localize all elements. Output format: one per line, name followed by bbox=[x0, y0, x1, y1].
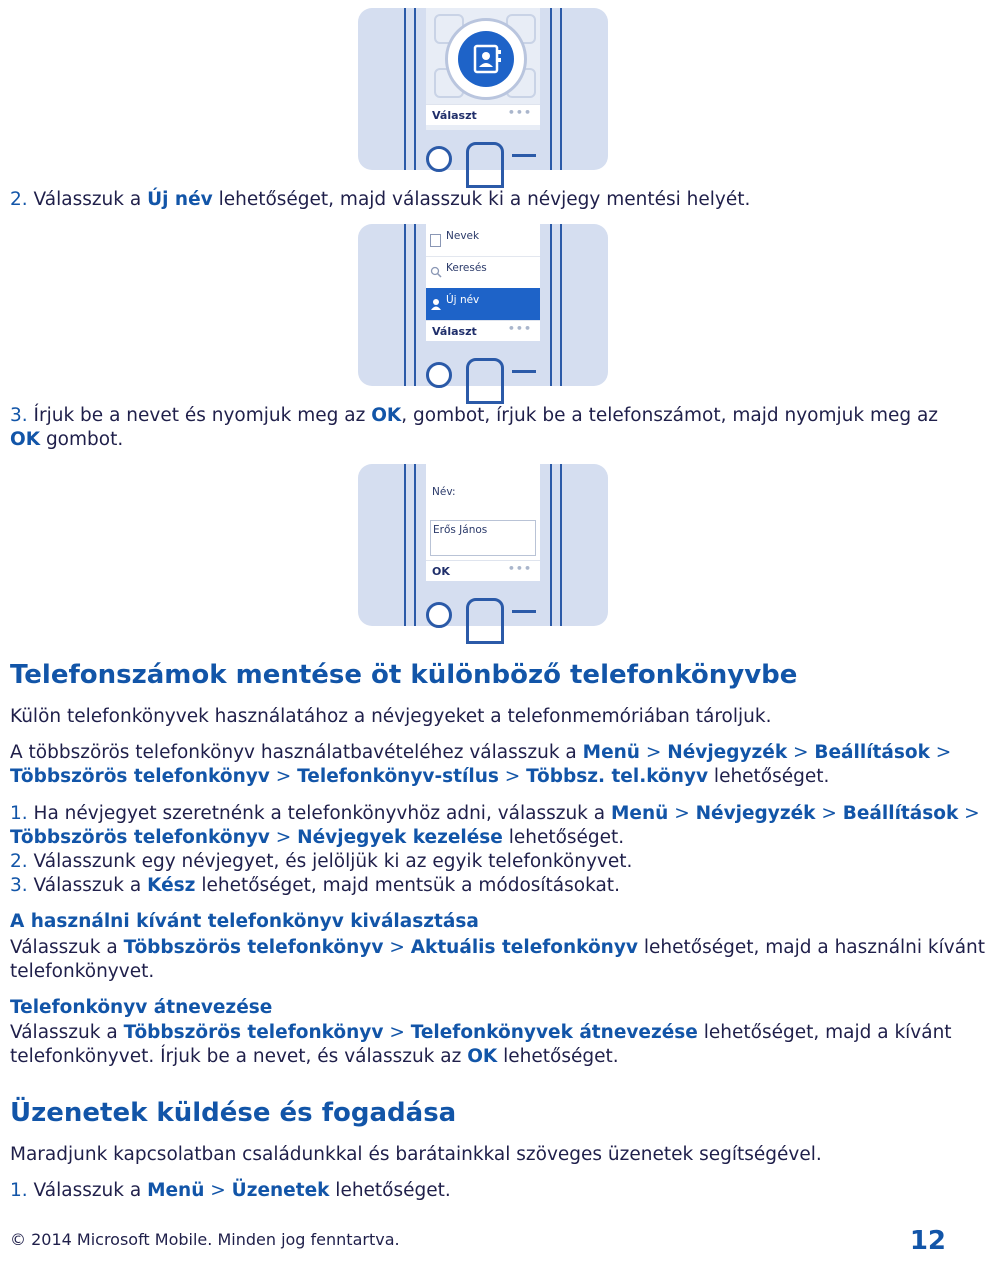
name-value: Erős János bbox=[433, 524, 488, 536]
phone-screen bbox=[426, 464, 540, 580]
end-key[interactable] bbox=[512, 154, 536, 157]
select-key[interactable] bbox=[426, 146, 452, 172]
copyright-notice: © 2014 Microsoft Mobile. Minden jog fenntartva. bbox=[10, 1230, 400, 1249]
menu-item-names[interactable]: Nevek bbox=[426, 224, 540, 257]
section-title-messages: Üzenetek küldése és fogadása bbox=[10, 1098, 457, 1128]
step-3-done: 3. Válasszuk a Kész lehetőséget, majd mentsük a módosításokat. bbox=[10, 875, 620, 896]
call-key[interactable] bbox=[466, 598, 504, 644]
softkey-label[interactable]: Választ bbox=[432, 325, 477, 338]
phone-bezel-right bbox=[550, 8, 562, 170]
paragraph-select-phonebook: Válasszuk a Többszörös telefonkönyv > Aktuális telefonkönyv lehetőséget, majd a használni kívánt bbox=[10, 937, 985, 958]
subheading-rename-phonebook: Telefonkönyv átnevezése bbox=[10, 997, 273, 1018]
select-key[interactable] bbox=[426, 362, 452, 388]
call-key[interactable] bbox=[466, 358, 504, 404]
phone-illustration-contacts-icon bbox=[358, 8, 608, 170]
paragraph-enable-line-2: Többszörös telefonkönyv > Telefonkönyv-stílus > Többsz. tel.könyv lehetőséget. bbox=[10, 766, 830, 787]
phone-bezel-left bbox=[404, 8, 416, 170]
menu-item-search[interactable]: Keresés bbox=[426, 256, 540, 289]
paragraph-select-phonebook-line-2: telefonkönyvet. bbox=[10, 961, 155, 982]
paragraph-messages-intro: Maradjunk kapcsolatban családunkkal és barátainkkal szöveges üzenetek segítségével. bbox=[10, 1144, 822, 1165]
paragraph-rename-phonebook: Válasszuk a Többszörös telefonkönyv > Telefonkönyvek átnevezése lehetőséget, majd a kívánt bbox=[10, 1022, 952, 1043]
phone-illustration-name-entry bbox=[358, 464, 608, 626]
step-3-line-1: 3. Írjuk be a nevet és nyomjuk meg az OK, gombot, írjuk be a telefonszámot, majd nyomjuk meg az bbox=[10, 405, 939, 426]
phone-bezel-left bbox=[404, 224, 416, 386]
paragraph-enable-line-1: A többszörös telefonkönyv használatbavételéhez válasszuk a Menü > Névjegyzék > Beállítások > bbox=[10, 742, 952, 763]
options-dots[interactable]: ••• bbox=[507, 322, 532, 335]
contacts-app-icon[interactable] bbox=[445, 18, 527, 100]
step-3-line-2: OK gombot. bbox=[10, 429, 124, 450]
softkey-bar bbox=[426, 560, 540, 581]
page-number: 12 bbox=[909, 1226, 946, 1256]
paragraph-rename-phonebook-line-2: telefonkönyvet. Írjuk be a nevet, és válasszuk az OK lehetőséget. bbox=[10, 1046, 619, 1067]
section-title-phonebooks: Telefonszámok mentése öt különböző telefonkönyvbe bbox=[10, 660, 798, 690]
step-2-select-contact: 2. Válasszunk egy névjegyet, és jelöljük ki az egyik telefonkönyvet. bbox=[10, 851, 633, 872]
menu-item-new-name[interactable]: Új név bbox=[426, 288, 540, 321]
name-input[interactable] bbox=[430, 520, 536, 556]
address-book-icon bbox=[458, 31, 514, 87]
phone-illustration-menu bbox=[358, 224, 608, 386]
end-key[interactable] bbox=[512, 610, 536, 613]
step-1-add-contact: 1. Ha névjegyet szeretnénk a telefonkönyvhöz adni, válasszuk a Menü > Névjegyzék > Beállítások > bbox=[10, 803, 980, 824]
paragraph-intro: Külön telefonkönyvek használatához a névjegyeket a telefonmemóriában tároljuk. bbox=[10, 706, 772, 727]
step-number: 3. bbox=[10, 405, 28, 426]
options-dots[interactable]: ••• bbox=[507, 562, 532, 575]
phone-screen bbox=[426, 224, 540, 340]
add-contact-icon bbox=[430, 298, 442, 310]
phone-bezel-right bbox=[550, 224, 562, 386]
softkey-bar bbox=[426, 320, 540, 341]
step-number: 2. bbox=[10, 189, 28, 210]
subheading-select-phonebook: A használni kívánt telefonkönyv kiválasztása bbox=[10, 911, 479, 932]
contacts-icon bbox=[430, 234, 441, 247]
step-1-add-contact-line-2: Többszörös telefonkönyv > Névjegyek kezelése lehetőséget. bbox=[10, 827, 625, 848]
name-label: Név: bbox=[432, 486, 456, 498]
softkey-label[interactable]: Választ bbox=[432, 109, 477, 122]
step-2: 2. Válasszuk a Új név lehetőséget, majd válasszuk ki a névjegy mentési helyét. bbox=[10, 189, 751, 210]
phone-keys bbox=[416, 136, 550, 176]
call-key[interactable] bbox=[466, 142, 504, 188]
phone-keys bbox=[416, 592, 550, 632]
softkey-bar bbox=[426, 104, 540, 125]
new-name-option: Új név bbox=[147, 189, 213, 210]
phone-bezel-left bbox=[404, 464, 416, 626]
select-key[interactable] bbox=[426, 602, 452, 628]
step-1-messages: 1. Válasszuk a Menü > Üzenetek lehetőséget. bbox=[10, 1180, 451, 1201]
softkey-ok[interactable]: OK bbox=[432, 565, 450, 578]
end-key[interactable] bbox=[512, 370, 536, 373]
options-dots[interactable]: ••• bbox=[507, 106, 532, 119]
phone-bezel-right bbox=[550, 464, 562, 626]
phone-screen bbox=[426, 8, 540, 130]
phone-keys bbox=[416, 352, 550, 392]
search-icon bbox=[430, 266, 442, 278]
